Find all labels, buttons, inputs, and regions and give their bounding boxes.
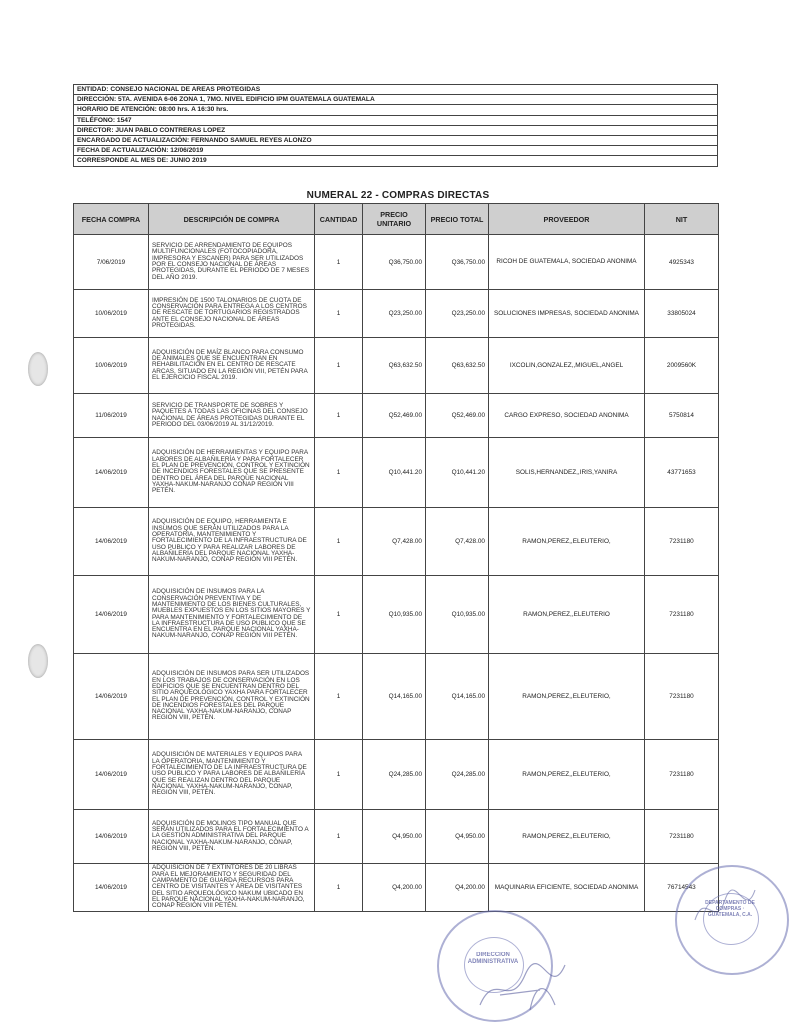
table-row <box>74 810 719 864</box>
signature-scribble <box>470 950 580 1020</box>
row-proveedor: RICOH DE GUATEMALA, SOCIEDAD ANONIMA <box>489 235 645 290</box>
purchases-table <box>73 203 719 912</box>
row-fecha: 14/06/2019 <box>74 864 149 912</box>
row-descripcion: ADQUISICIÓN DE 7 EXTINTORES DE 20 LIBRAS PARA EL MEJORAMIENTO Y SEGURIDAD DEL CAMPAMENTO DE GUARDA RECURSOS PARA CENTRO DE VISITANTES Y ÁREA DE VISITANTES DEL SITIO ARQUEOLÓGICO NAKUM UBICADO EN EL PARQUE NACIONAL YAXHA-NAKUM-NARANJO, CONAP REGIÓN VIII PETÉN. <box>149 864 315 912</box>
row-descripcion: ADQUISICIÓN DE INSUMOS PARA SER UTILIZADOS EN LOS TRABAJOS DE CONSERVACIÓN EN LOS EDIFICIOS QUE SE ENCUENTRAN DENTRO DEL SITIO ARQUEOLÓGICO YAXHA PARA FORTALECER EL PLAN DE PREVENCIÓN, CONTROL Y EXTINCIÓN DE INCENDIOS FORESTALES DEL PARQUE NACIONAL YAXHA-NAKUM-NARANJO, CONAP REGIÓN VIII, PETÉN. <box>149 654 315 740</box>
row-fecha: 10/06/2019 <box>74 338 149 394</box>
table-header <box>74 204 719 235</box>
row-nit: 43771653 <box>645 438 719 508</box>
row-proveedor: RAMON,PEREZ,,ELEUTERIO, <box>489 810 645 864</box>
row-precio-unitario: Q63,632.50 <box>363 338 426 394</box>
row-proveedor: RAMON,PEREZ,,ELEUTERIO, <box>489 508 645 576</box>
row-nit: 5750814 <box>645 394 719 438</box>
row-cantidad: 1 <box>315 508 363 576</box>
entity-info-table <box>73 84 718 167</box>
encargado: ENCARGADO DE ACTUALIZACIÓN: FERNANDO SAMUEL REYES ALONZO <box>74 136 718 146</box>
row-precio-unitario: Q10,935.00 <box>363 576 426 654</box>
page-title: NUMERAL 22 - COMPRAS DIRECTAS <box>306 190 490 201</box>
row-proveedor: RAMON,PEREZ,,ELEUTERIO <box>489 576 645 654</box>
row-proveedor: RAMON,PEREZ,,ELEUTERIO, <box>489 654 645 740</box>
table-row <box>74 864 719 912</box>
seal-1-center: DIRECCION ADMINISTRATIVA <box>467 952 519 965</box>
row-proveedor: SOLUCIONES IMPRESAS, SOCIEDAD ANONIMA <box>489 290 645 338</box>
row-precio-unitario: Q23,250.00 <box>363 290 426 338</box>
row-nit: 7231180 <box>645 810 719 864</box>
signature-scribble-2 <box>690 880 760 940</box>
row-proveedor: SOLIS,HERNANDEZ,,IRIS,YANIRA <box>489 438 645 508</box>
col-cantidad: CANTIDAD <box>315 204 363 235</box>
corresponde-mes: CORRESPONDE AL MES DE: JUNIO 2019 <box>74 156 718 166</box>
row-fecha: 14/06/2019 <box>74 654 149 740</box>
row-fecha: 14/06/2019 <box>74 810 149 864</box>
row-cantidad: 1 <box>315 576 363 654</box>
row-cantidad: 1 <box>315 338 363 394</box>
row-nit: 76714543 <box>645 864 719 912</box>
row-nit: 7231180 <box>645 576 719 654</box>
row-precio-unitario: Q14,165.00 <box>363 654 426 740</box>
row-descripcion: ADQUISICIÓN DE MATERIALES Y EQUIPOS PARA LA OPERATORIA, MANTENIMIENTO Y FORTALECIMIENTO DE LA INFRAESTRUCTURA DE USO PUBLICO Y PARA LABORES DE ALBAÑILERÍA QUE SE REALIZAN DENTRO DEL PARQUE NACIONAL YAXHA-NAKUM-NARANJO, CONAP, REGIÓN VIII, PETÉN. <box>149 740 315 810</box>
row-nit: 4925343 <box>645 235 719 290</box>
row-cantidad: 1 <box>315 810 363 864</box>
row-nit: 7231180 <box>645 654 719 740</box>
row-cantidad: 1 <box>315 290 363 338</box>
director: DIRECTOR: JUAN PABLO CONTRERAS LOPEZ <box>74 125 718 135</box>
direccion: DIRECCIÓN: 5TA. AVENIDA 6-06 ZONA 1, 7MO. NIVEL EDIFICIO IPM GUATEMALA GUATEMALA <box>74 95 718 105</box>
row-precio-unitario: Q10,441.20 <box>363 438 426 508</box>
row-fecha: 14/06/2019 <box>74 576 149 654</box>
row-nit: 2009560K <box>645 338 719 394</box>
row-cantidad: 1 <box>315 394 363 438</box>
table-row <box>74 438 719 508</box>
row-cantidad: 1 <box>315 740 363 810</box>
row-proveedor: MAQUINARIA EFICIENTE, SOCIEDAD ANONIMA <box>489 864 645 912</box>
row-precio-total: Q4,950.00 <box>426 810 489 864</box>
row-fecha: 14/06/2019 <box>74 740 149 810</box>
telefono: TELÉFONO: 1547 <box>74 115 718 125</box>
row-fecha: 14/06/2019 <box>74 438 149 508</box>
row-fecha: 11/06/2019 <box>74 394 149 438</box>
row-precio-unitario: Q7,428.00 <box>363 508 426 576</box>
row-descripcion: ADQUISICIÓN DE HERRAMIENTAS Y EQUIPO PARA LABORES DE ALBAÑILERÍA Y PARA FORTALECER EL PLAN DE PREVENCIÓN, CONTROL Y EXTINCIÓN DE INCENDIOS FORESTALES QUE SE PRESENTE DENTRO DEL ÁREA DEL PARQUE NACIONAL YAXHA-NAKUM-NARANJO CONAP REGIÓN VIII PETÉN. <box>149 438 315 508</box>
row-precio-total: Q10,441.20 <box>426 438 489 508</box>
row-proveedor: RAMON,PEREZ,,ELEUTERIO, <box>489 740 645 810</box>
row-precio-total: Q10,935.00 <box>426 576 489 654</box>
col-nit: NIT <box>645 204 719 235</box>
punch-hole-bottom <box>28 644 48 678</box>
row-nit: 33805024 <box>645 290 719 338</box>
horario: HORARIO DE ATENCIÓN: 08:00 hrs. A 16:30 hrs. <box>74 105 718 115</box>
entidad: ENTIDAD: CONSEJO NACIONAL DE AREAS PROTEGIDAS <box>74 85 718 95</box>
row-precio-unitario: Q4,200.00 <box>363 864 426 912</box>
row-descripcion: SERVICIO DE ARRENDAMIENTO DE EQUIPOS MULTIFUNCIONALES (FOTOCOPIADORA, IMPRESORA Y ESCANER) PARA SER UTILIZADOS POR EL CONSEJO NACIONAL DE ÁREAS PROTEGIDAS, DURANTE EL PERIODO DE 7 MESES DEL AÑO 2019. <box>149 235 315 290</box>
col-proveedor: PROVEEDOR <box>489 204 645 235</box>
row-precio-unitario: Q24,285.00 <box>363 740 426 810</box>
row-cantidad: 1 <box>315 654 363 740</box>
row-precio-total: Q14,165.00 <box>426 654 489 740</box>
row-precio-total: Q24,285.00 <box>426 740 489 810</box>
row-precio-total: Q23,250.00 <box>426 290 489 338</box>
row-descripcion: ADQUISICIÓN DE MAÍZ BLANCO PARA CONSUMO DE ANIMALES QUE SE ENCUENTRAN EN REHABILITACIÓN EN EL CENTRO DE RESCATE ARCAS, SITUADO EN LA REGIÓN VIII, PETÉN PARA EL EJERCICIO FISCAL 2019. <box>149 338 315 394</box>
table-row <box>74 290 719 338</box>
row-precio-total: Q4,200.00 <box>426 864 489 912</box>
row-precio-total: Q52,469.00 <box>426 394 489 438</box>
row-precio-total: Q63,632.50 <box>426 338 489 394</box>
punch-hole-top <box>28 352 48 386</box>
col-descripcion: DESCRIPCIÓN DE COMPRA <box>149 204 315 235</box>
row-proveedor: IXCOLIN,GONZALEZ,,MIGUEL,ANGEL <box>489 338 645 394</box>
row-descripcion: ADQUISICIÓN DE MOLINOS TIPO MANUAL QUE SERÁN UTILIZADOS PARA EL FORTALECIMIENTO A LA GESTIÓN ADMINISTRATIVA DEL PARQUE NACIONAL YAXHA-NAKUM-NARANJO, CONAP, REGIÓN VIII, PETÉN. <box>149 810 315 864</box>
table-row <box>74 740 719 810</box>
table-row <box>74 576 719 654</box>
col-fecha: FECHA COMPRA <box>74 204 149 235</box>
row-precio-total: Q7,428.00 <box>426 508 489 576</box>
row-precio-unitario: Q52,469.00 <box>363 394 426 438</box>
row-descripcion: ADQUISICIÓN DE INSUMOS PARA LA CONSERVACIÓN PREVENTIVA Y DE MANTENIMIENTO DE LOS BIENES CULTURALES, MUEBLES EXPUESTOS EN LOS SITIOS MAYORES Y PARA MANTENIMIENTO Y FORTALECIMIENTO DE LA INFRAESTRUCTURA DE USO PUBLICO QUE SE ENCUENTRA EN EL PARQUE NACIONAL YAXHA-NAKUM-NARANJO, CONAP REGIÓN VIII PETÉN. <box>149 576 315 654</box>
table-row <box>74 654 719 740</box>
row-cantidad: 1 <box>315 235 363 290</box>
row-proveedor: CARGO EXPRESO, SOCIEDAD ANONIMA <box>489 394 645 438</box>
col-precio-unitario: PRECIO UNITARIO <box>363 204 426 235</box>
table-row <box>74 235 719 290</box>
table-row <box>74 508 719 576</box>
seal-2-center: DEPARTAMENTO DE COMPRAS · GUATEMALA, C.A. <box>705 900 755 918</box>
row-nit: 7231180 <box>645 740 719 810</box>
row-fecha: 10/06/2019 <box>74 290 149 338</box>
row-nit: 7231180 <box>645 508 719 576</box>
row-precio-total: Q36,750.00 <box>426 235 489 290</box>
row-descripcion: ADQUISICIÓN DE EQUIPO, HERRAMIENTA E INSUMOS QUE SERÁN UTILIZADOS PARA LA OPERATORIA, MANTENIMIENTO Y FORTALECIMIENTO DE LA INFRAESTRUCTURA DE USO PUBLICO Y PARA REALIZAR LABORES DE ALBAÑILERÍA DEL PARQUE NACIONAL YAXHA-NAKUM-NARANJO, CONAP REGIÓN VIII PETÉN. <box>149 508 315 576</box>
row-cantidad: 1 <box>315 438 363 508</box>
row-precio-unitario: Q4,950.00 <box>363 810 426 864</box>
fecha-actualizacion: FECHA DE ACTUALIZACIÓN: 12/06/2019 <box>74 146 718 156</box>
col-precio-total: PRECIO TOTAL <box>426 204 489 235</box>
table-row <box>74 338 719 394</box>
row-fecha: 14/06/2019 <box>74 508 149 576</box>
row-descripcion: SERVICIO DE TRANSPORTE DE SOBRES Y PAQUETES A TODAS LAS OFICINAS DEL CONSEJO NACIONAL DE ÁREAS PROTEGIDAS DURANTE EL PERIODO DEL 03/06/2019 AL 31/12/2019. <box>149 394 315 438</box>
row-descripcion: IMPRESIÓN DE 1500 TALONARIOS DE CUOTA DE CONSERVACIÓN PARA ENTREGA A LOS CENTROS DE RESCATE DE TORTUGARIOS REGISTRADOS ANTE EL CONSEJO NACIONAL DE ÁREAS PROTEGIDAS. <box>149 290 315 338</box>
row-cantidad: 1 <box>315 864 363 912</box>
row-fecha: 7/06/2019 <box>74 235 149 290</box>
table-row <box>74 394 719 438</box>
row-precio-unitario: Q36,750.00 <box>363 235 426 290</box>
